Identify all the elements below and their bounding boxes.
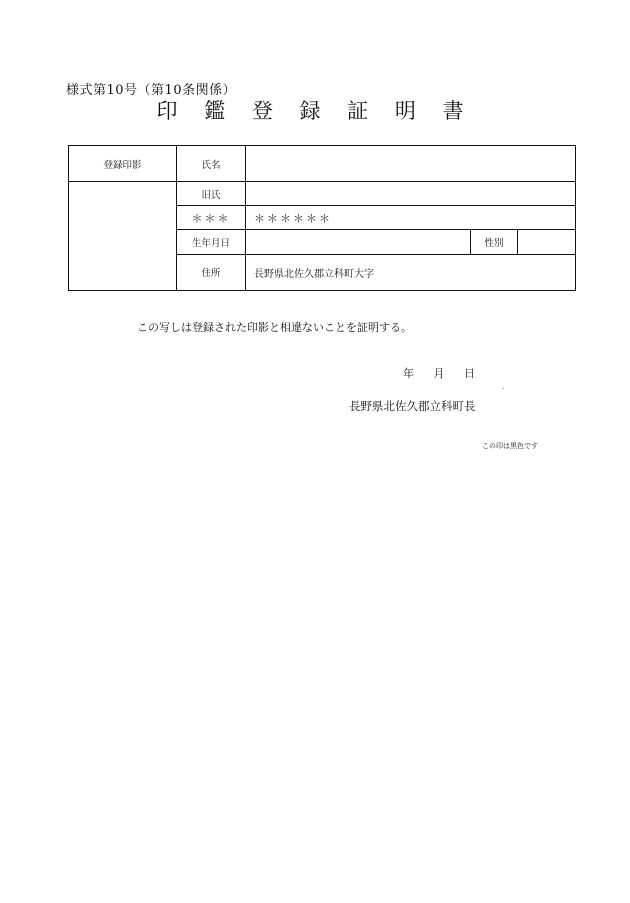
seal-impression-area — [69, 182, 177, 291]
gender-value — [518, 230, 576, 254]
document-title: 印 鑑 登 録 証 明 書 — [156, 99, 474, 123]
certification-statement: この写しは登録された印影と相違ないことを証明する。 — [137, 321, 412, 334]
birthdate-label: 生年月日 — [177, 230, 246, 254]
former-name-value — [246, 182, 576, 206]
date-line: 年 月 日 — [403, 367, 475, 380]
address-value: 長野県北佐久郡立科町大字 — [246, 254, 576, 290]
form-number: 様式第10号（第10条関係） — [66, 83, 237, 98]
masked-value: ＊＊＊＊＊＊ — [246, 206, 576, 230]
seal-label: 登録印影 — [69, 146, 177, 182]
gender-label: 性別 — [471, 230, 518, 254]
name-label: 氏名 — [177, 146, 246, 182]
seal-color-note: この印は黒色です — [482, 442, 538, 450]
former-name-label: 旧氏 — [177, 182, 246, 206]
masked-label: ＊＊＊ — [177, 206, 246, 230]
scan-speck — [503, 388, 504, 389]
birthdate-value — [246, 230, 471, 254]
certificate-table — [68, 145, 576, 291]
address-label: 住所 — [177, 254, 246, 290]
issuer-name: 長野県北佐久郡立科町長 — [349, 399, 476, 413]
name-value — [246, 146, 576, 182]
